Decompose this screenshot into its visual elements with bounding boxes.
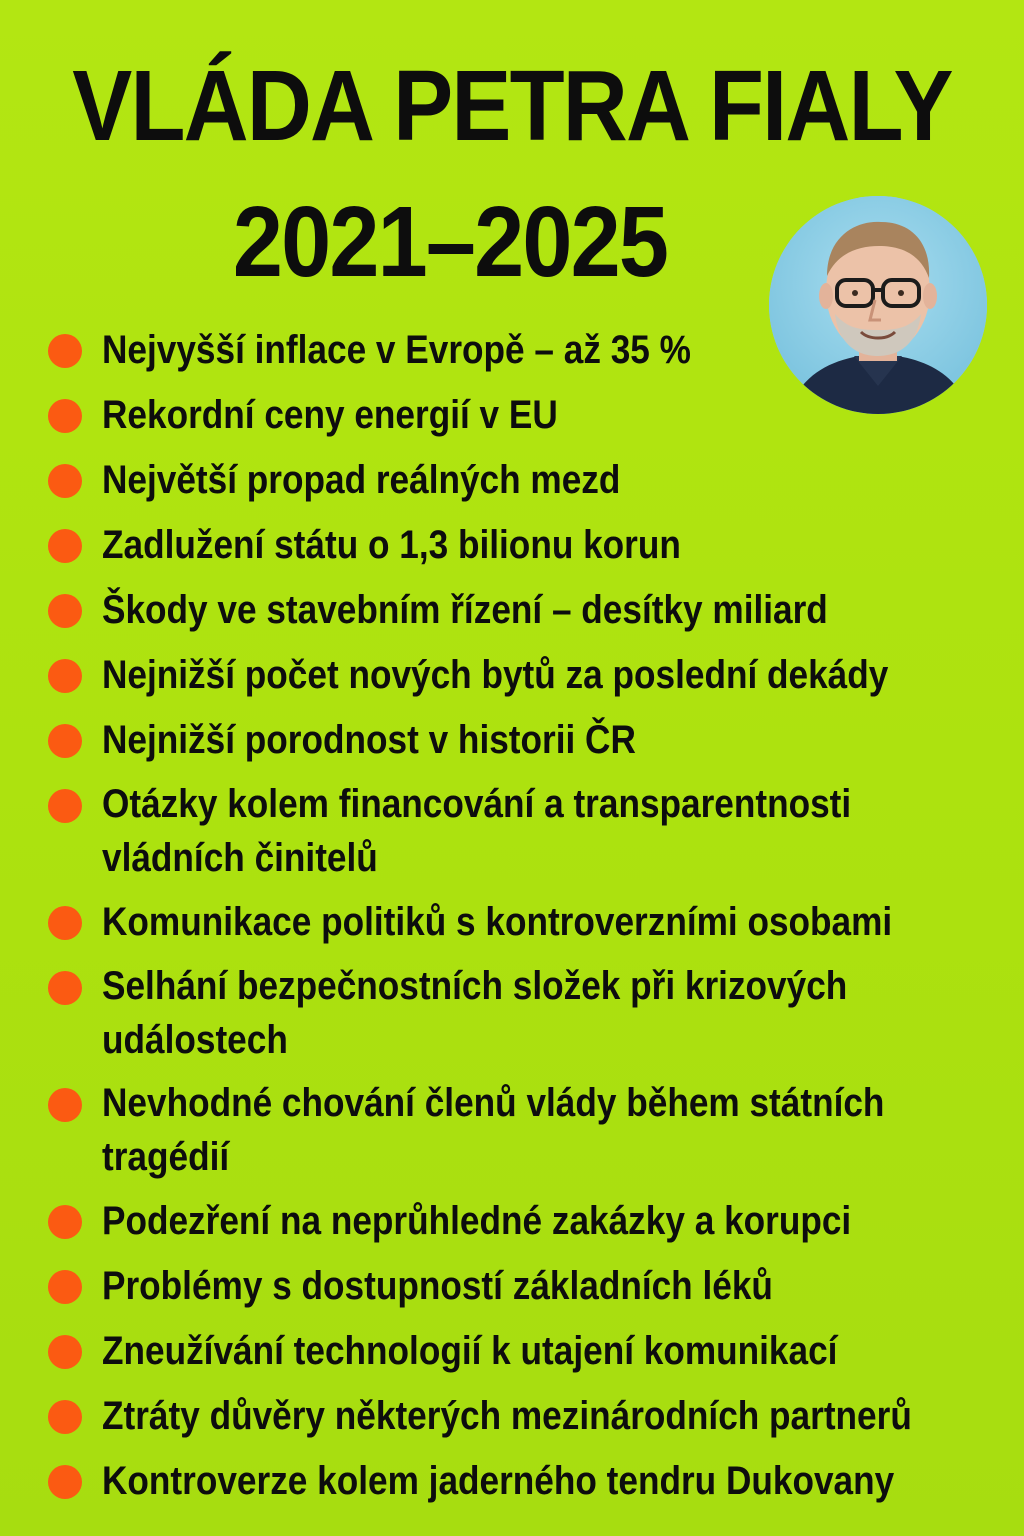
list-item-text: Zneužívání technologií k utajení komunikací	[102, 1329, 838, 1373]
list-item-text: Komunikace politiků s kontroverzními osobami	[102, 900, 893, 944]
list-item	[48, 1193, 1008, 1249]
list-item	[48, 959, 1008, 1067]
bullet-dot-icon	[48, 906, 82, 940]
list-item-text: Kontroverze kolem jaderného tendru Dukovany	[102, 1459, 895, 1503]
list-item-line-2: událostech	[102, 1018, 288, 1062]
issues-list	[48, 322, 1008, 1518]
list-item	[48, 712, 1008, 768]
list-item	[48, 894, 1008, 950]
list-item	[48, 517, 1008, 573]
bullet-dot-icon	[48, 1270, 82, 1304]
list-item-line-2: vládních činitelů	[102, 836, 378, 880]
bullet-dot-icon	[48, 1335, 82, 1369]
bullet-dot-icon	[48, 529, 82, 563]
list-item-text	[102, 777, 851, 885]
list-item	[48, 387, 1008, 443]
bullet-dot-icon	[48, 1088, 82, 1122]
list-item-text: Škody ve stavebním řízení – desítky miliard	[102, 588, 828, 632]
list-item-text: Problémy s dostupností základních léků	[102, 1264, 773, 1308]
bullet-dot-icon	[48, 464, 82, 498]
list-item-text: Největší propad reálných mezd	[102, 458, 621, 502]
list-item-line-2: tragédií	[102, 1135, 230, 1179]
list-item	[48, 1076, 1008, 1184]
bullet-dot-icon	[48, 1465, 82, 1499]
list-item-text: Rekordní ceny energií v EU	[102, 393, 558, 437]
list-item-text: Zadlužení státu o 1,3 bilionu korun	[102, 523, 681, 567]
list-item-text	[102, 959, 847, 1067]
list-item-text: Podezření na neprůhledné zakázky a korupci	[102, 1199, 852, 1243]
list-item	[48, 647, 1008, 703]
bullet-dot-icon	[48, 594, 82, 628]
bullet-dot-icon	[48, 789, 82, 823]
title-line-1: VLÁDA PETRA FIALY	[72, 50, 952, 162]
list-item-text	[102, 1076, 884, 1184]
list-item-text: Nejnižší porodnost v historii ČR	[102, 718, 636, 762]
list-item-text: Nejnižší počet nových bytů za poslední dekády	[102, 653, 889, 697]
bullet-dot-icon	[48, 1205, 82, 1239]
list-item	[48, 1258, 1008, 1314]
bullet-dot-icon	[48, 334, 82, 368]
list-item	[48, 1323, 1008, 1379]
bullet-dot-icon	[48, 399, 82, 433]
list-item-text: Ztráty důvěry některých mezinárodních partnerů	[102, 1394, 912, 1438]
list-item	[48, 777, 1008, 885]
list-item	[48, 322, 1008, 378]
bullet-dot-icon	[48, 1400, 82, 1434]
list-item-text: Nejvyšší inflace v Evropě – až 35 %	[102, 328, 691, 372]
bullet-dot-icon	[48, 971, 82, 1005]
bullet-dot-icon	[48, 659, 82, 693]
list-item	[48, 452, 1008, 508]
list-item	[48, 1453, 1008, 1509]
list-item	[48, 1388, 1008, 1444]
list-item-line-1: Selhání bezpečnostních složek při krizových	[102, 964, 848, 1008]
list-item	[48, 582, 1008, 638]
title-line-2: 2021–2025	[232, 186, 668, 298]
bullet-dot-icon	[48, 724, 82, 758]
list-item-line-1: Otázky kolem financování a transparentnosti	[102, 782, 852, 826]
list-item-line-1: Nevhodné chování členů vlády během státních	[102, 1081, 885, 1125]
